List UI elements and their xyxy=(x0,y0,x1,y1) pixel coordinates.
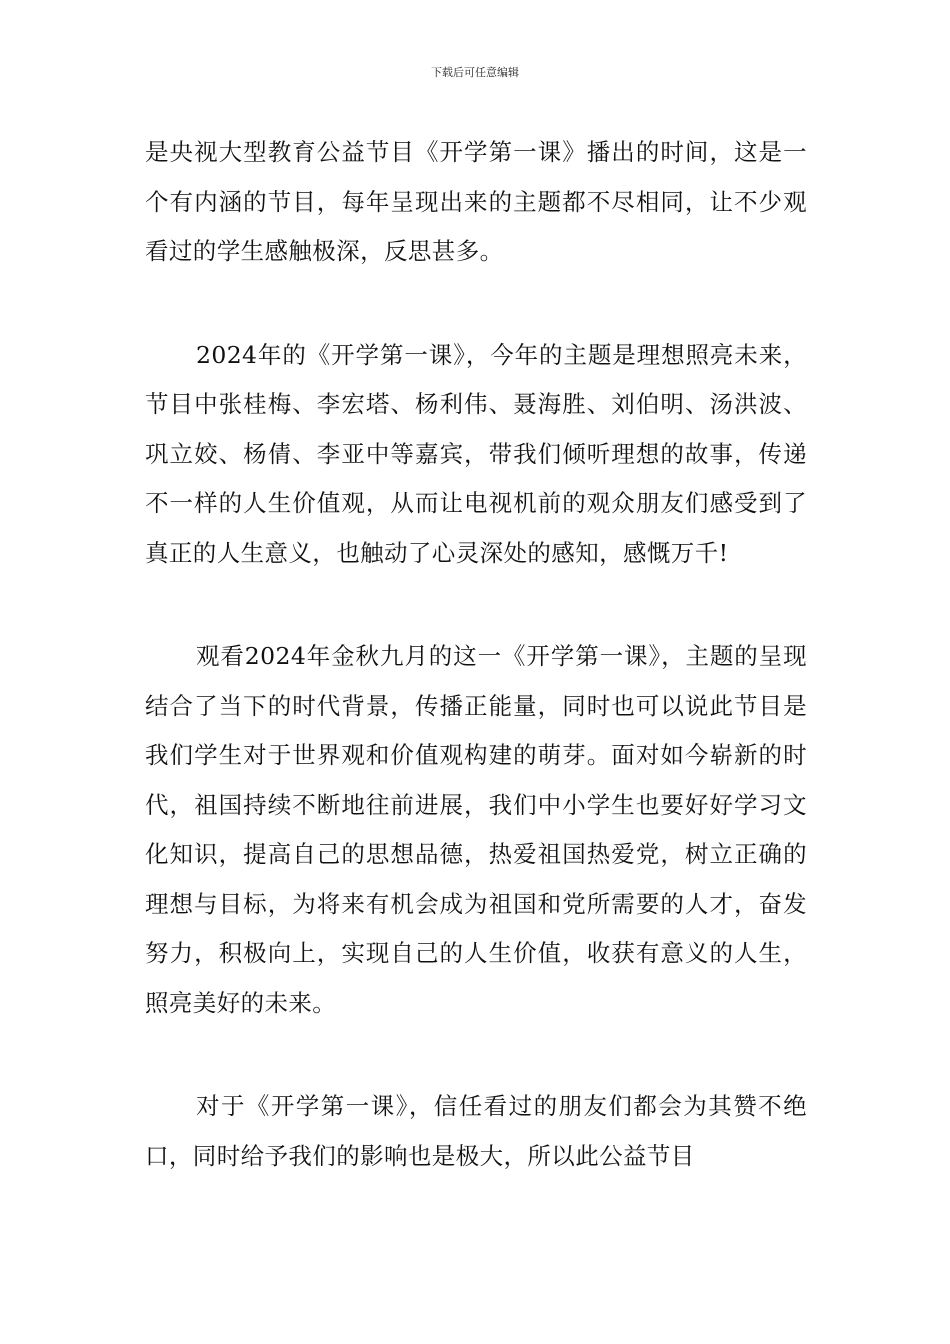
paragraph-4: 对于《开学第一课》，信任看过的朋友们都会为其赞不绝口，同时给予我们的影响也是极大，所以此公益节目 xyxy=(145,1092,807,1170)
paragraph-3: 观看2024年金秋九月的这一《开学第一课》，主题的呈现结合了当下的时代背景，传播正能量，同时也可以说此节目是我们学生对于世界观和价值观构建的萌芽。面对如今崭新的时代，祖国持续不断地往前进展，我们中小学生也要好好学习文化知识，提高自己的思想品德，热爱祖国热爱党，树立正确的理想与目标，为将来有机会成为祖国和党所需要的人才，奋发努力，积极向上，实现自己的人生价值，收获有意义的人生，照亮美好的未来。 xyxy=(145,642,807,1017)
page-header-note: 下载后可任意编辑 xyxy=(431,66,519,79)
paragraph-2: 2024年的《开学第一课》，今年的主题是理想照亮未来，节目中张桂梅、李宏塔、杨利伟、聂海胜、刘伯明、汤洪波、巩立姣、杨倩、李亚中等嘉宾，带我们倾听理想的故事，传递不一样的人生价值观，从而让电视机前的观众朋友们感受到了真正的人生意义，也触动了心灵深处的感知，感慨万千! xyxy=(145,340,807,567)
document-body xyxy=(145,128,807,1235)
paragraph-1: 是央视大型教育公益节目《开学第一课》播出的时间，这是一个有内涵的节目，每年呈现出来的主题都不尽相同，让不少观看过的学生感触极深，反思甚多。 xyxy=(145,138,807,265)
